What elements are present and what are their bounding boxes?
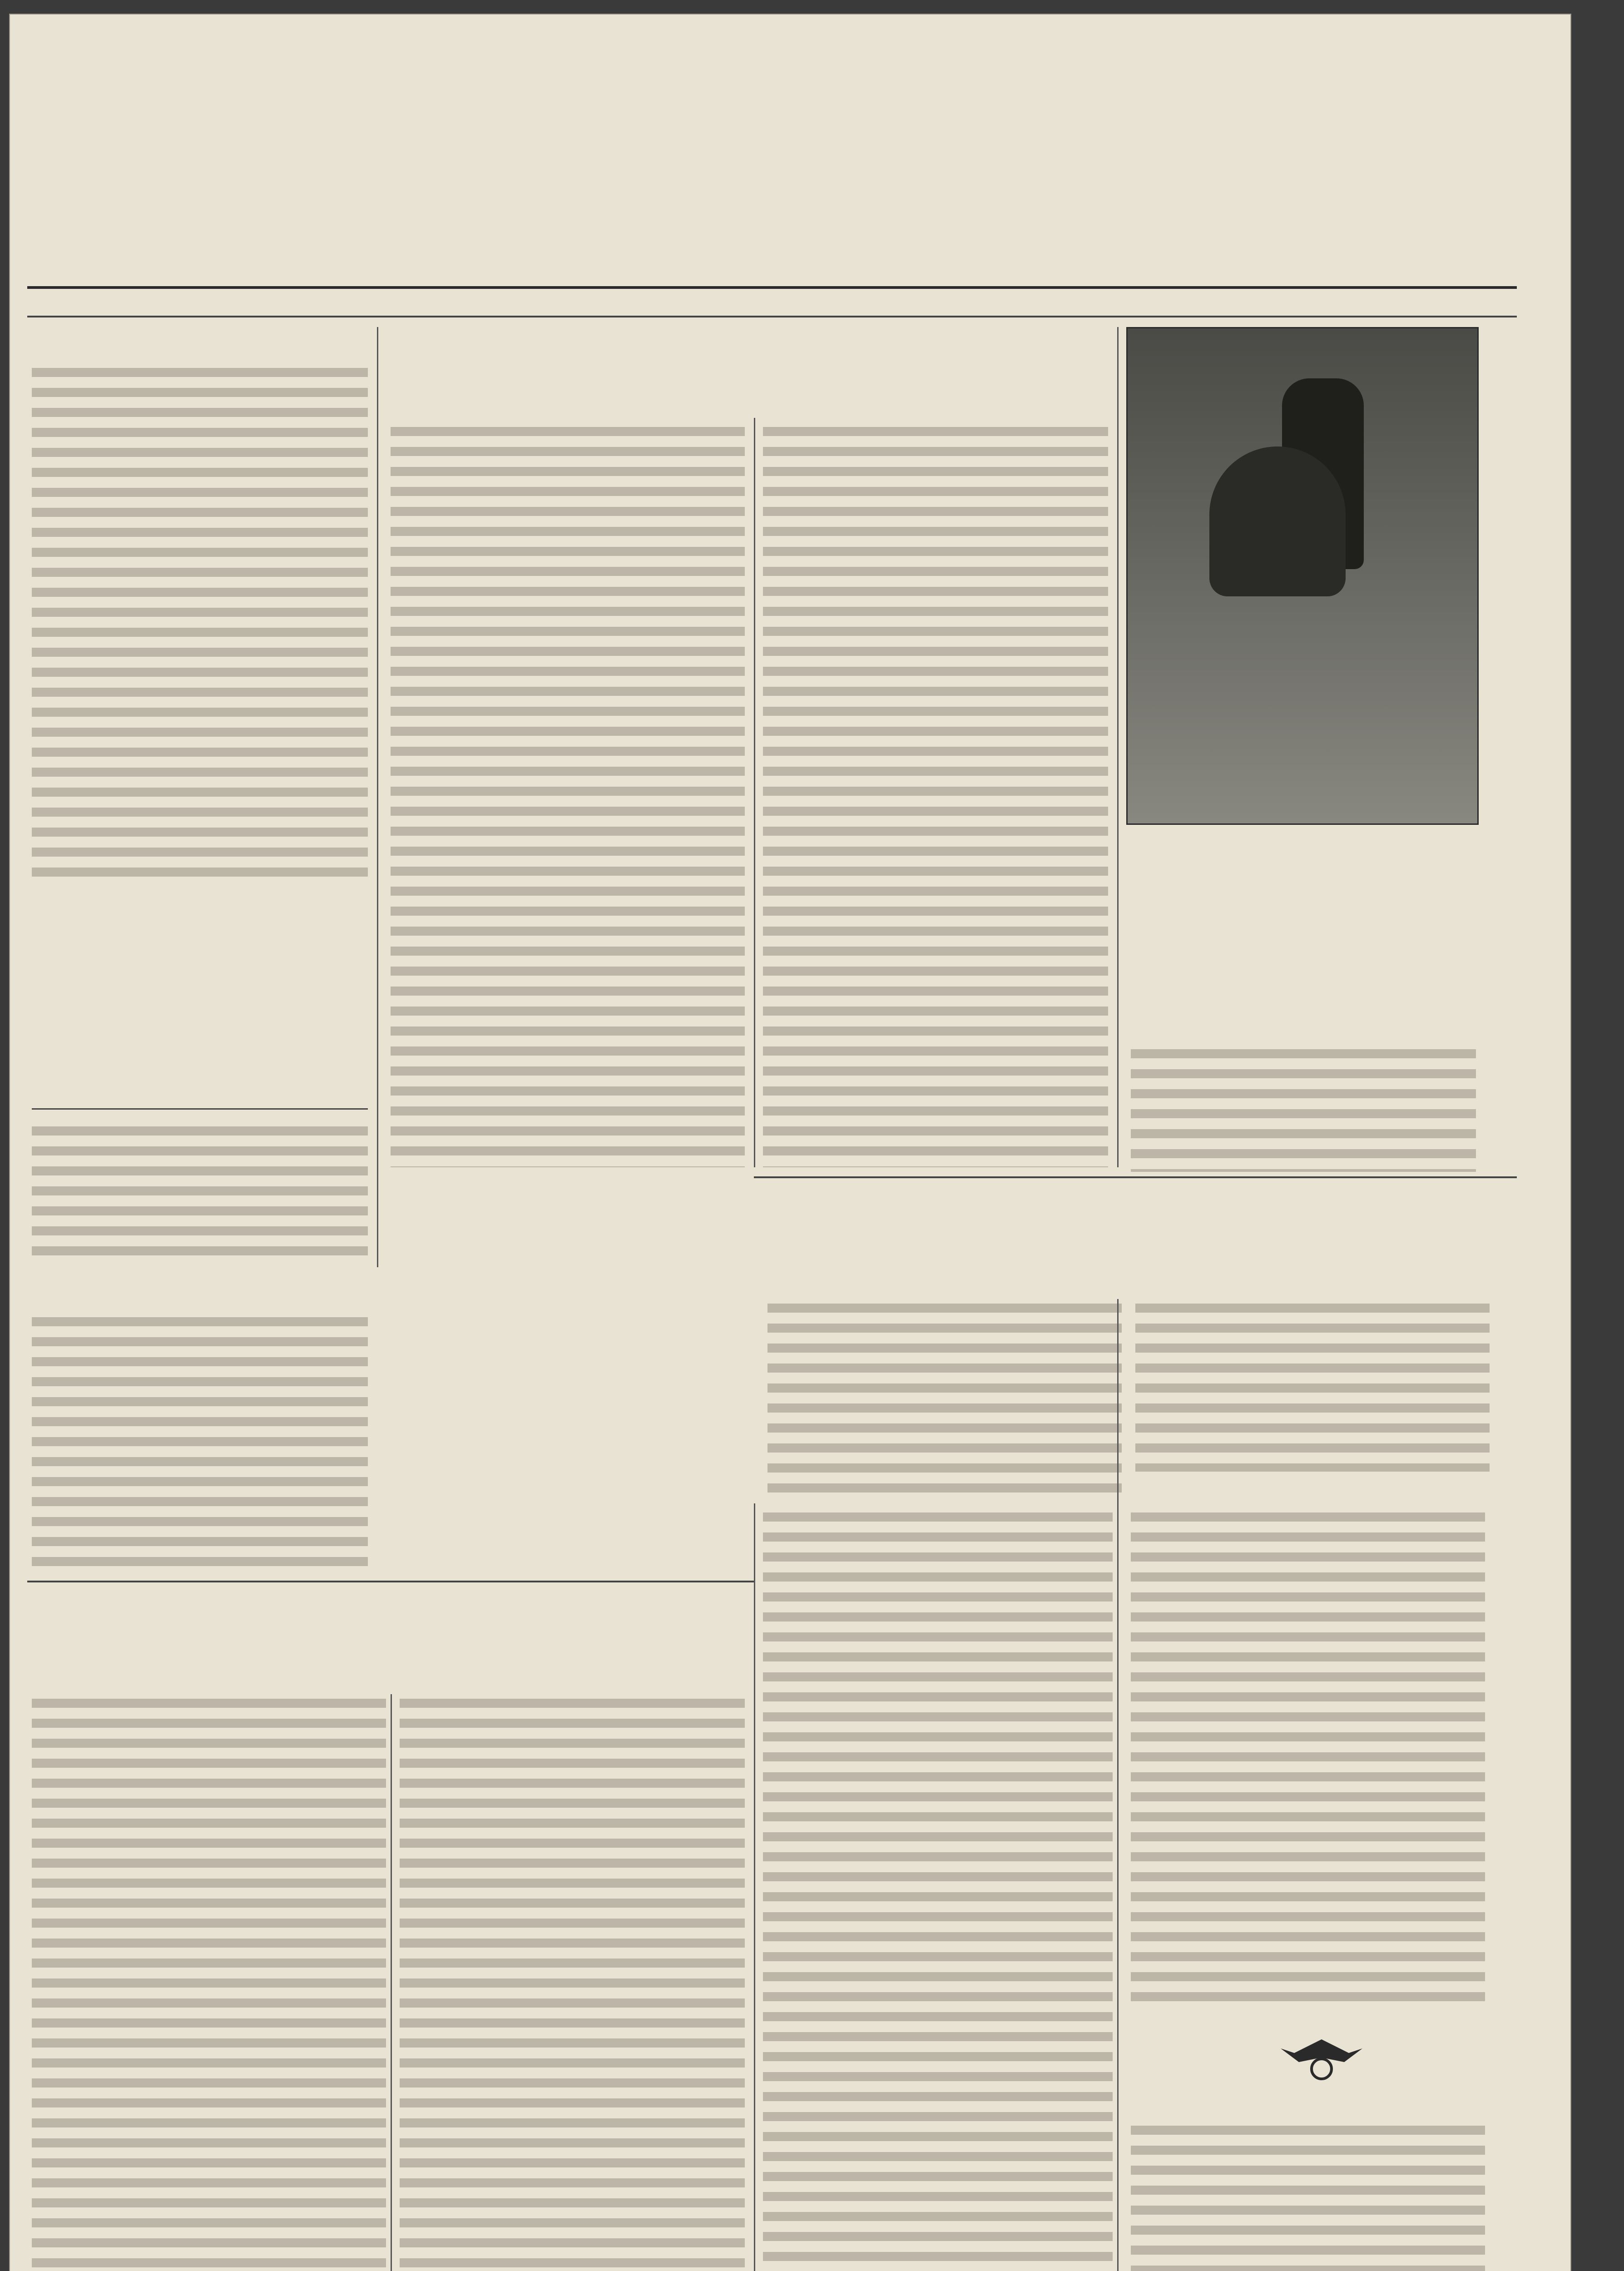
left-column-rule <box>32 1108 368 1110</box>
photo-bell-shape <box>1209 446 1346 596</box>
center-left-column-text <box>391 422 745 1167</box>
left-column-text-3 <box>32 1313 368 1567</box>
column-divider-4 <box>1117 1299 1119 2271</box>
column-divider-6 <box>754 1503 755 2271</box>
brawl-top-rule <box>754 1176 1517 1178</box>
masthead <box>27 150 1517 289</box>
column-divider-3 <box>1117 327 1119 1167</box>
meta-divider <box>27 316 1517 317</box>
brawl-text-right <box>1135 1299 1490 1472</box>
notices-right-text <box>1131 1508 1485 2008</box>
column-divider-1 <box>377 327 378 1267</box>
emblem-section-text <box>1131 2121 1485 2271</box>
brawl-text-left <box>767 1299 1122 1499</box>
newspaper-page <box>9 14 1571 2271</box>
summer-top-rule <box>27 1581 754 1582</box>
column-divider-2 <box>754 418 755 1167</box>
eagle-emblem-icon <box>1276 2030 1367 2085</box>
summer-text-left <box>32 1694 386 2271</box>
photo-ship-bell <box>1126 327 1479 825</box>
left-column-text-2 <box>32 1122 368 1258</box>
left-column-text-1 <box>32 363 368 877</box>
column-divider-5 <box>391 1694 392 2271</box>
center-right-column-text <box>763 422 1108 1167</box>
notices-center-text <box>763 1508 1113 2271</box>
photo-continuation-text <box>1131 1045 1476 1172</box>
summer-text-right <box>400 1694 745 2271</box>
issue-meta-row <box>27 288 1517 316</box>
